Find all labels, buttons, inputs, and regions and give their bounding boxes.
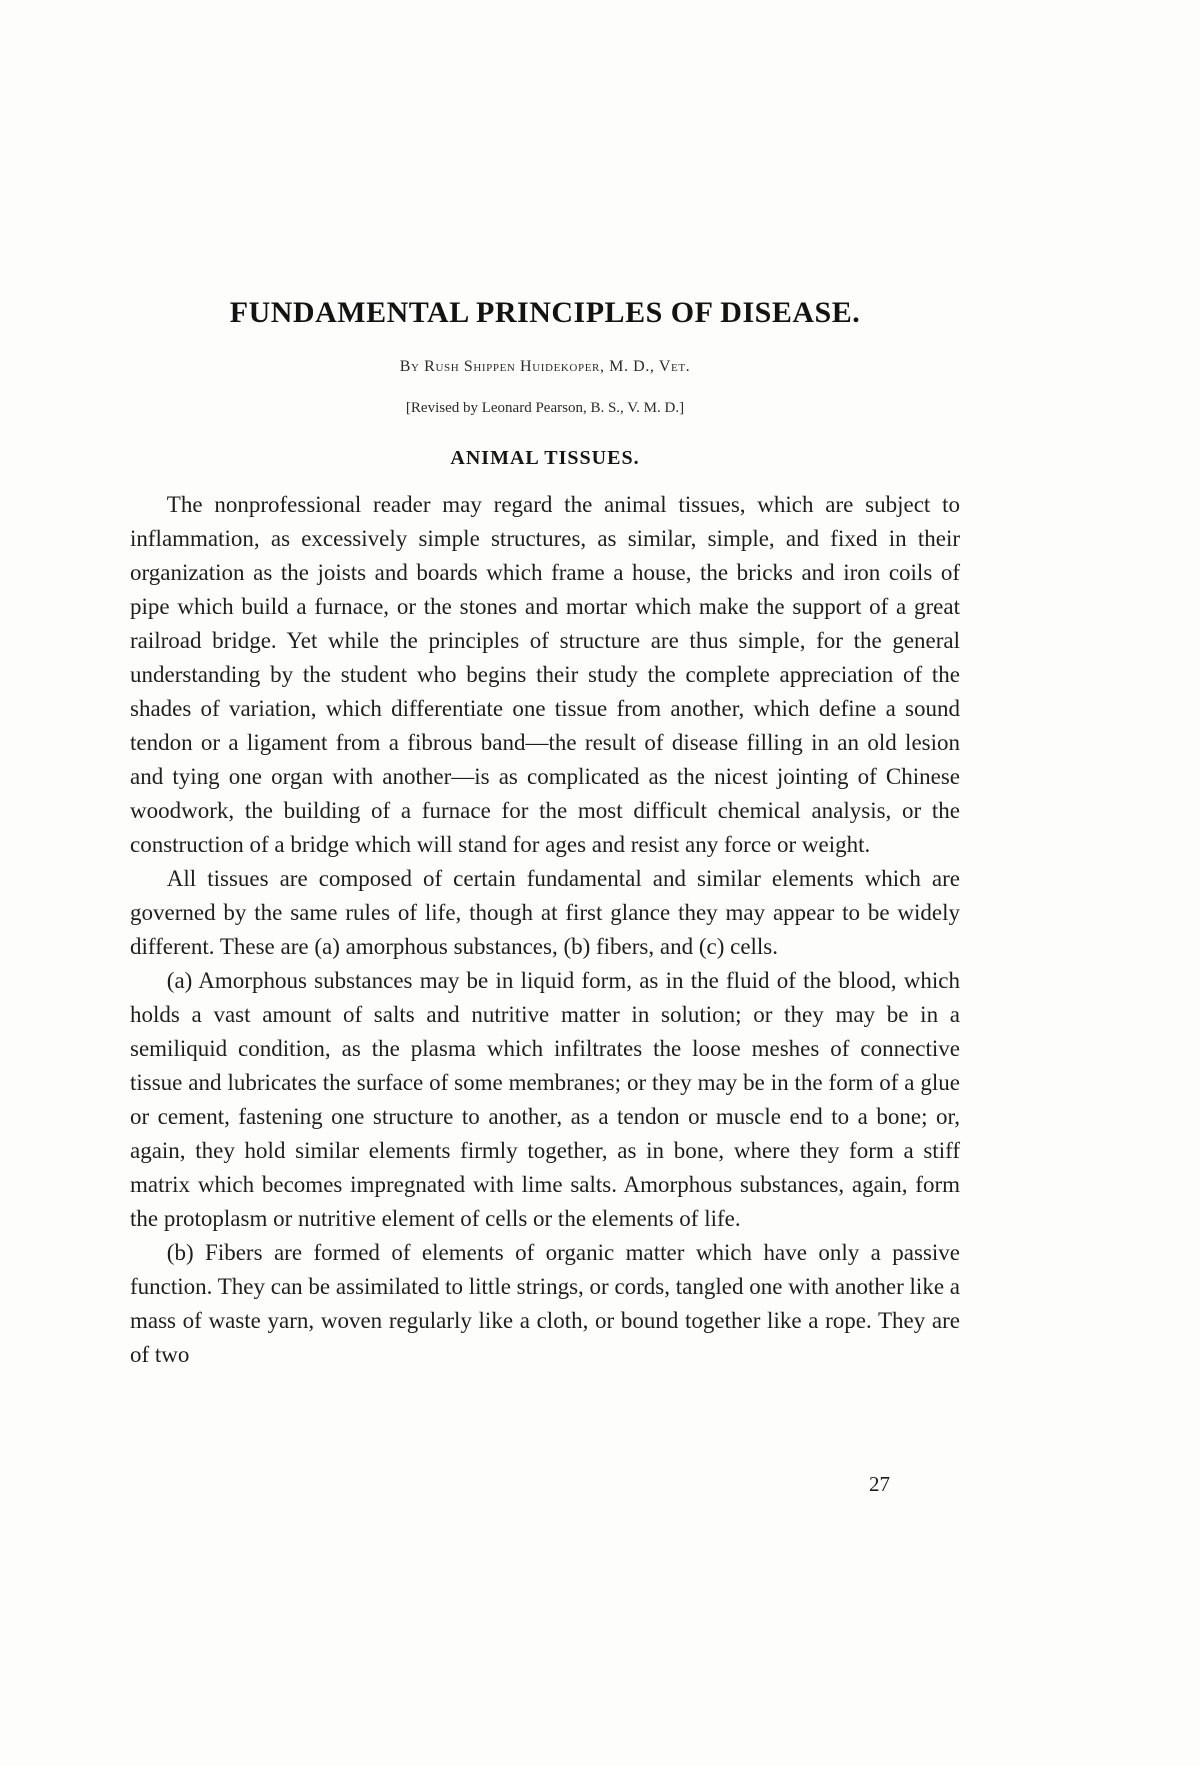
paragraph: The nonprofessional reader may regard the animal tissues, which are subject to inflammation, as excessively simple structures, as similar, simple, and fixed in their organization as the joists and boards which frame a house, the bricks and iron coils of pipe which build a furnace, or the stones and mortar which make the support of a great railroad bridge. Yet while the principles of structure are thus simple, for the general understanding by the student who begins their study the complete appreciation of the shades of variation, which differentiate one tissue from another, which define a sound tendon or a ligament from a fibrous band—the result of disease filling in an old lesion and tying one organ with another—is as complicated as the nicest jointing of Chinese woodwork, the building of a furnace for the most difficult chemical analysis, or the construction of a bridge which will stand for ages and resist any force or weight. bbox=[130, 492, 960, 857]
page-number: 27 bbox=[869, 1472, 890, 1496]
page-content bbox=[130, 296, 960, 1372]
revision-note: [Revised by Leonard Pearson, B. S., V. M. D.] bbox=[405, 400, 685, 416]
paragraph: (b) Fibers are formed of elements of organic matter which have only a passive function. They can be assimilated to little strings, or cords, tangled one with another like a mass of waste yarn, woven regularly like a cloth, or bound together like a rope. They are of two bbox=[130, 1240, 960, 1367]
section-heading: ANIMAL TISSUES. bbox=[450, 447, 640, 469]
paragraph: All tissues are composed of certain fundamental and similar elements which are governed by the same rules of life, though at first glance they may appear to be widely different. These are (a) amorphous substances, (b) fibers, and (c) cells. bbox=[130, 866, 960, 959]
byline: By Rush Shippen Huidekoper, M. D., Vet. bbox=[399, 358, 691, 375]
body-text bbox=[130, 488, 960, 1372]
document-title: FUNDAMENTAL PRINCIPLES OF DISEASE. bbox=[229, 296, 861, 329]
paragraph: (a) Amorphous substances may be in liquid form, as in the fluid of the blood, which holds a vast amount of salts and nutritive matter in solution; or they may be in a semiliquid condition, as the plasma which infiltrates the loose meshes of connective tissue and lubricates the surface of some membranes; or they may be in the form of a glue or cement, fastening one structure to another, as a tendon or muscle end to a bone; or, again, they hold similar elements firmly together, as in bone, where they form a stiff matrix which becomes impregnated with lime salts. Amorphous substances, again, form the protoplasm or nutritive element of cells or the elements of life. bbox=[130, 968, 960, 1231]
